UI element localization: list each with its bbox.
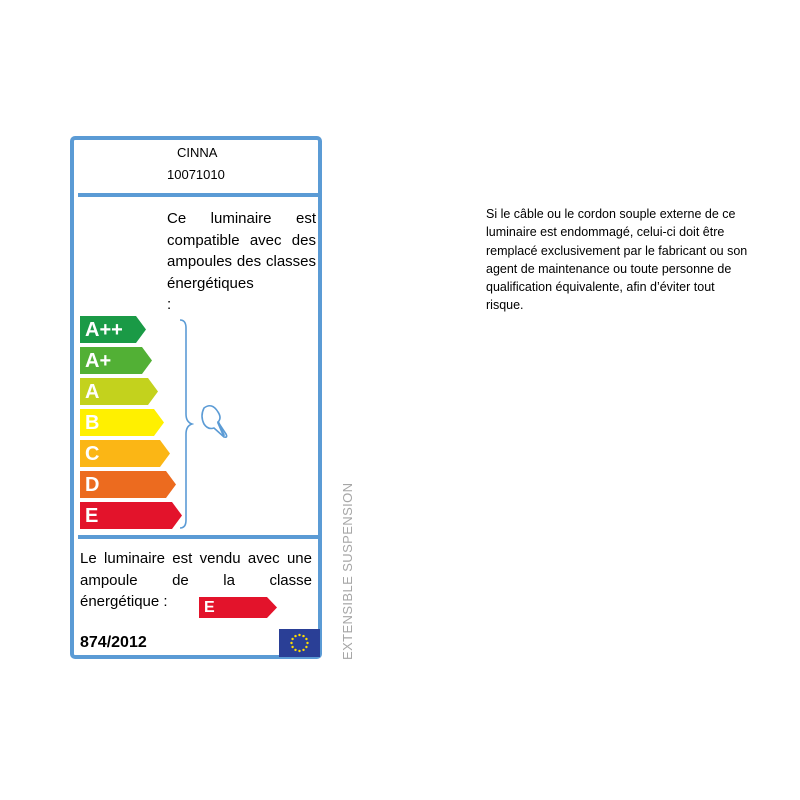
- regulation-number: 874/2012: [80, 634, 147, 651]
- product-reference: 10071010: [167, 167, 225, 182]
- eu-flag-icon: [279, 629, 320, 657]
- sold-energy-class: [199, 597, 277, 623]
- compatibility-colon: :: [167, 296, 172, 313]
- brand-name: CINNA: [177, 145, 218, 160]
- energy-class-label: E: [85, 505, 99, 527]
- energy-class-label: A: [85, 381, 100, 403]
- sold-line-2: ampoule de la classe: [80, 571, 312, 589]
- energy-class-label: A++: [85, 319, 123, 341]
- curly-brace-icon: [178, 318, 194, 530]
- sold-class-label: E: [204, 599, 215, 616]
- sold-line-1: Le luminaire est vendu avec une: [80, 550, 312, 567]
- energy-class-label: A+: [85, 350, 112, 372]
- compatibility-text: [167, 208, 316, 316]
- energy-class-label: D: [85, 474, 100, 496]
- divider-top: [78, 193, 318, 197]
- lamp-bulb-icon: [198, 404, 232, 440]
- energy-class-label: C: [85, 443, 100, 465]
- sold-with-text: [80, 548, 312, 613]
- sold-line-3: énergétique :: [80, 593, 168, 610]
- energy-class-label: B: [85, 412, 100, 434]
- side-text-extensible-suspension: EXTENSIBLE SUSPENSION: [340, 482, 355, 660]
- energy-class-scale: [80, 316, 190, 536]
- safety-warning: Si le câble ou le cordon souple externe de ce luminaire est endommagé, celui-ci doit être remplacé exclusivement par le fabricant ou son agent de maintenance ou toute personne de qualification équivalente, afin d’éviter tout risque.: [486, 207, 748, 313]
- compatibility-sentence: Ce luminaire est compatible avec des ampoules des classes énergétiques: [167, 210, 316, 292]
